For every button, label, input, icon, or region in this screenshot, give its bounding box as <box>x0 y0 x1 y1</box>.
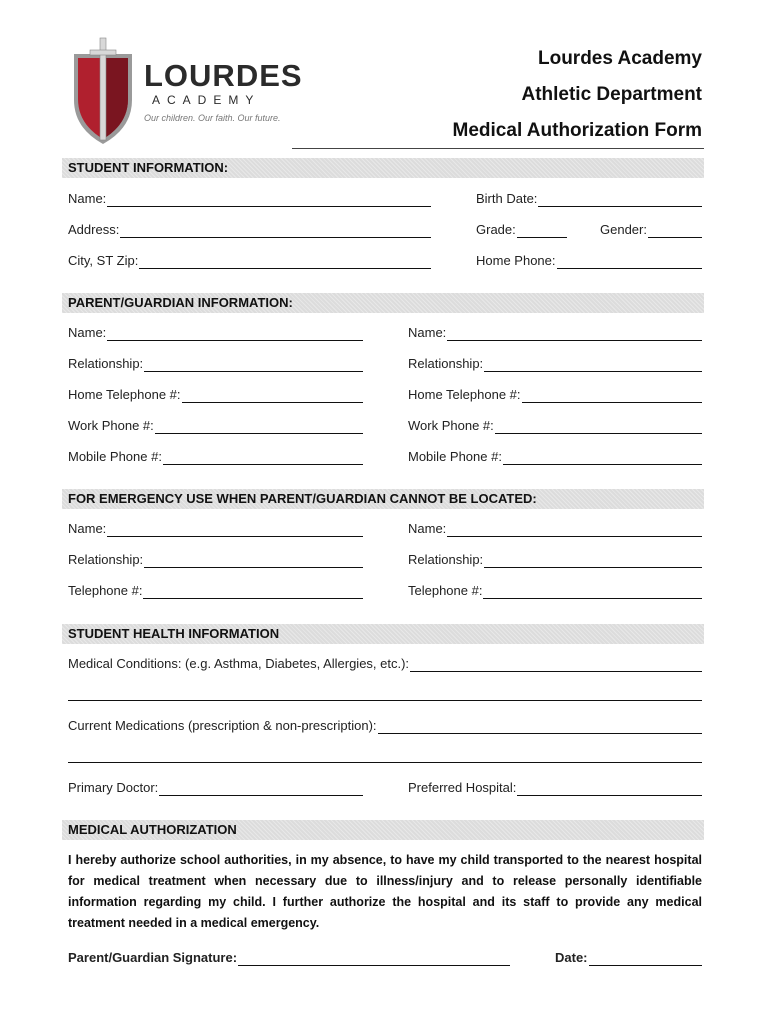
fill-line[interactable] <box>484 358 702 372</box>
field-label: Gender: <box>600 222 647 237</box>
fill-line[interactable] <box>538 193 702 207</box>
field-label: Relationship: <box>68 356 144 371</box>
fill-line[interactable] <box>517 224 567 238</box>
section-health-heading: STUDENT HEALTH INFORMATION <box>62 624 704 644</box>
current-medications-field[interactable] <box>68 718 702 734</box>
field-label: Name: <box>408 325 447 340</box>
field-label: Medical Conditions: (e.g. Asthma, Diabetes, Allergies, etc.): <box>68 656 410 671</box>
guardian2-mobile-phone-field[interactable] <box>408 449 702 465</box>
header-divider <box>292 148 704 149</box>
fill-line[interactable] <box>143 585 363 599</box>
fill-line[interactable] <box>410 658 702 672</box>
field-label: Home Telephone #: <box>68 387 181 402</box>
guardian2-relationship-field[interactable] <box>408 356 702 372</box>
form-title: Medical Authorization Form <box>452 120 702 141</box>
section-emergency-heading: FOR EMERGENCY USE WHEN PARENT/GUARDIAN CANNOT BE LOCATED: <box>62 489 704 509</box>
field-label: Date: <box>555 950 588 965</box>
fill-line[interactable] <box>589 952 702 966</box>
field-label: Address: <box>68 222 120 237</box>
fill-line[interactable] <box>495 420 702 434</box>
logo-tagline: Our children. Our faith. Our future. <box>144 113 281 123</box>
emergency1-relationship-field[interactable] <box>68 552 363 568</box>
field-label: Home Phone: <box>476 253 556 268</box>
emergency1-name-field[interactable] <box>68 521 363 537</box>
student-city-field[interactable] <box>68 253 431 269</box>
student-address-field[interactable] <box>68 222 431 238</box>
fill-line[interactable] <box>163 451 363 465</box>
school-name: Lourdes Academy <box>537 48 702 69</box>
section-guardian-heading: PARENT/GUARDIAN INFORMATION: <box>62 293 704 313</box>
guardian2-name-field[interactable] <box>408 325 702 341</box>
field-label: Birth Date: <box>476 191 538 206</box>
authorization-statement: I hereby authorize school authorities, in my absence, to have my child transported to the nearest hospital for medical treatment when necessary due to illness/injury and to release personally identifiable information regarding my child. I further authorize the hospital and its staff to provide any medical treatment needed in a medical emergency. <box>68 853 702 930</box>
fill-line[interactable] <box>182 389 363 403</box>
fill-line[interactable] <box>107 193 431 207</box>
emergency1-telephone-field[interactable] <box>68 583 363 599</box>
field-label: Name: <box>68 521 107 536</box>
field-label: Relationship: <box>408 552 484 567</box>
medications-extra-line[interactable] <box>68 762 702 763</box>
student-name-field[interactable] <box>68 191 431 207</box>
field-label: Mobile Phone #: <box>408 449 502 464</box>
fill-line[interactable] <box>522 389 702 403</box>
emergency2-name-field[interactable] <box>408 521 702 537</box>
field-label: Grade: <box>476 222 516 237</box>
field-label: Name: <box>68 191 107 206</box>
fill-line[interactable] <box>378 720 702 734</box>
fill-line[interactable] <box>483 585 702 599</box>
student-grade-field[interactable] <box>476 222 567 238</box>
logo-subtitle: ACADEMY <box>152 93 261 107</box>
guardian1-relationship-field[interactable] <box>68 356 363 372</box>
guardian2-home-telephone-field[interactable] <box>408 387 702 403</box>
guardian1-name-field[interactable] <box>68 325 363 341</box>
preferred-hospital-field[interactable] <box>408 780 702 796</box>
fill-line[interactable] <box>238 952 510 966</box>
fill-line[interactable] <box>503 451 702 465</box>
field-label: Relationship: <box>408 356 484 371</box>
fill-line[interactable] <box>648 224 702 238</box>
guardian2-work-phone-field[interactable] <box>408 418 702 434</box>
school-logo <box>68 36 303 148</box>
student-gender-field[interactable] <box>600 222 702 238</box>
field-label: City, ST Zip: <box>68 253 139 268</box>
field-label: Mobile Phone #: <box>68 449 162 464</box>
field-label: Name: <box>408 521 447 536</box>
student-home-phone-field[interactable] <box>476 253 702 269</box>
field-label: Telephone #: <box>408 583 483 598</box>
medical-conditions-field[interactable] <box>68 656 702 672</box>
fill-line[interactable] <box>155 420 363 434</box>
fill-line[interactable] <box>517 782 702 796</box>
field-label: Name: <box>68 325 107 340</box>
fill-line[interactable] <box>120 224 431 238</box>
section-authorization-heading: MEDICAL AUTHORIZATION <box>62 820 704 840</box>
department-name: Athletic Department <box>521 84 702 105</box>
medical-conditions-extra-line[interactable] <box>68 700 702 701</box>
guardian1-home-telephone-field[interactable] <box>68 387 363 403</box>
emergency2-relationship-field[interactable] <box>408 552 702 568</box>
fill-line[interactable] <box>107 523 363 537</box>
fill-line[interactable] <box>144 554 363 568</box>
fill-line[interactable] <box>447 523 702 537</box>
fill-line[interactable] <box>557 255 703 269</box>
fill-line[interactable] <box>139 255 431 269</box>
fill-line[interactable] <box>159 782 363 796</box>
fill-line[interactable] <box>447 327 702 341</box>
field-label: Primary Doctor: <box>68 780 159 795</box>
student-birth-date-field[interactable] <box>476 191 702 207</box>
field-label: Current Medications (prescription & non-prescription): <box>68 718 377 733</box>
fill-line[interactable] <box>144 358 363 372</box>
field-label: Preferred Hospital: <box>408 780 517 795</box>
logo-wordmark: LOURDES <box>144 58 303 93</box>
guardian-signature-field[interactable] <box>68 950 510 966</box>
field-label: Work Phone #: <box>408 418 494 433</box>
fill-line[interactable] <box>484 554 702 568</box>
guardian1-mobile-phone-field[interactable] <box>68 449 363 465</box>
field-label: Home Telephone #: <box>408 387 521 402</box>
fill-line[interactable] <box>107 327 363 341</box>
signature-date-field[interactable] <box>555 950 702 966</box>
field-label: Telephone #: <box>68 583 143 598</box>
shield-sword-icon <box>68 36 138 148</box>
field-label: Work Phone #: <box>68 418 154 433</box>
field-label: Relationship: <box>68 552 144 567</box>
primary-doctor-field[interactable] <box>68 780 363 796</box>
guardian1-work-phone-field[interactable] <box>68 418 363 434</box>
field-label: Parent/Guardian Signature: <box>68 950 238 965</box>
emergency2-telephone-field[interactable] <box>408 583 702 599</box>
section-student-heading: STUDENT INFORMATION: <box>62 158 704 178</box>
